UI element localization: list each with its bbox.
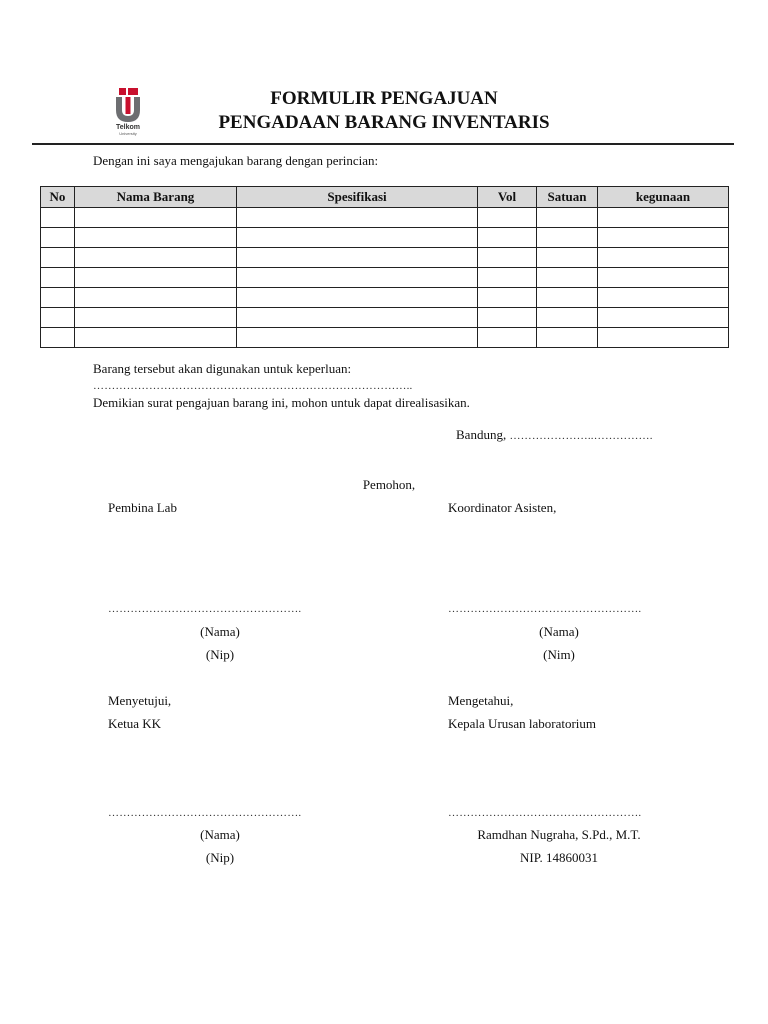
table-cell [41,288,75,308]
purpose-dots: ………………………………………………………………………….. [93,380,413,392]
table-row [41,248,729,268]
ketua-kk-role: Ketua KK [108,716,162,731]
table-cell [75,328,237,348]
table-cell [537,328,598,348]
items-table [40,186,729,348]
kepala-urusan-id: NIP. 14860031 [519,850,598,865]
table-cell [237,268,478,288]
table-cell [237,208,478,228]
table-cell [598,308,729,328]
ketua-kk-name: (Nama) [200,827,240,842]
table-cell [75,308,237,328]
kepala-urusan-signature-line: ……………………………………………. [448,807,642,819]
city-label: Bandung, [456,427,507,442]
kepala-urusan-role: Kepala Urusan laboratorium [448,716,597,731]
table-cell [41,268,75,288]
table-cell [75,268,237,288]
header-divider [32,143,734,145]
table-cell [41,228,75,248]
pembina-role: Pembina Lab [108,500,177,515]
table-cell [237,288,478,308]
table-row [41,228,729,248]
table-row [41,268,729,288]
logo-mark-icon [111,86,145,124]
table-cell [537,228,598,248]
table-cell [537,308,598,328]
column-header-kegunaan: kegunaan [598,187,729,208]
table-cell [478,208,537,228]
table-cell [478,248,537,268]
column-header-spesifikasi: Spesifikasi [237,187,478,208]
closing-text: Demikian surat pengajuan barang ini, mohon untuk dapat direalisasikan. [93,395,470,410]
table-cell [75,288,237,308]
pembina-signature-line: ……………………………………………. [108,603,302,615]
purpose-label: Barang tersebut akan digunakan untuk keperluan: [93,361,352,376]
table-cell [41,208,75,228]
table-cell [41,328,75,348]
table-cell [41,308,75,328]
column-header-vol: Vol [478,187,537,208]
column-header-nama-barang: Nama Barang [75,187,237,208]
pembina-id: (Nip) [205,647,235,662]
koordinator-name: (Nama) [539,624,579,639]
table-cell [75,228,237,248]
table-cell [237,328,478,348]
ketua-kk-id: (Nip) [205,850,235,865]
table-row [41,308,729,328]
form-title-line1: FORMULIR PENGAJUAN [270,88,498,109]
table-cell [598,328,729,348]
table-cell [478,328,537,348]
table-cell [598,228,729,248]
table-cell [237,228,478,248]
column-header-satuan: Satuan [537,187,598,208]
table-cell [537,248,598,268]
table-cell [478,288,537,308]
ketua-kk-signature-line: ……………………………………………. [108,807,302,819]
table-header-row [41,187,729,208]
menyetujui-label: Menyetujui, [108,693,172,708]
logo-subtext: University [119,131,137,136]
table-cell [598,248,729,268]
kepala-urusan-name: Ramdhan Nugraha, S.Pd., M.T. [477,827,641,842]
intro-text: Dengan ini saya mengajukan barang dengan perincian: [93,153,379,168]
form-title-line2: PENGADAAN BARANG INVENTARIS [218,112,550,133]
table-cell [478,228,537,248]
table-cell [598,268,729,288]
table-cell [75,208,237,228]
table-cell [237,248,478,268]
table-cell [537,208,598,228]
mengetahui-label: Mengetahui, [448,693,514,708]
table-cell [237,308,478,328]
date-dots: …………………..……………. [509,430,653,442]
table-cell [598,208,729,228]
place-date [456,427,653,444]
table-cell [598,288,729,308]
telkom-university-logo [111,86,145,138]
pemohon-label: Pemohon, [362,477,416,492]
table-cell [537,268,598,288]
koordinator-signature-line: ……………………………………………. [448,603,642,615]
table-row [41,208,729,228]
column-header-no: No [41,187,75,208]
koordinator-id: (Nim) [543,647,575,662]
table-cell [75,248,237,268]
pembina-name: (Nama) [200,624,240,639]
koordinator-role: Koordinator Asisten, [448,500,557,515]
table-row [41,288,729,308]
table-cell [41,248,75,268]
table-cell [478,308,537,328]
table-cell [478,268,537,288]
table-row [41,328,729,348]
table-cell [537,288,598,308]
logo-text: Telkom [116,124,140,131]
